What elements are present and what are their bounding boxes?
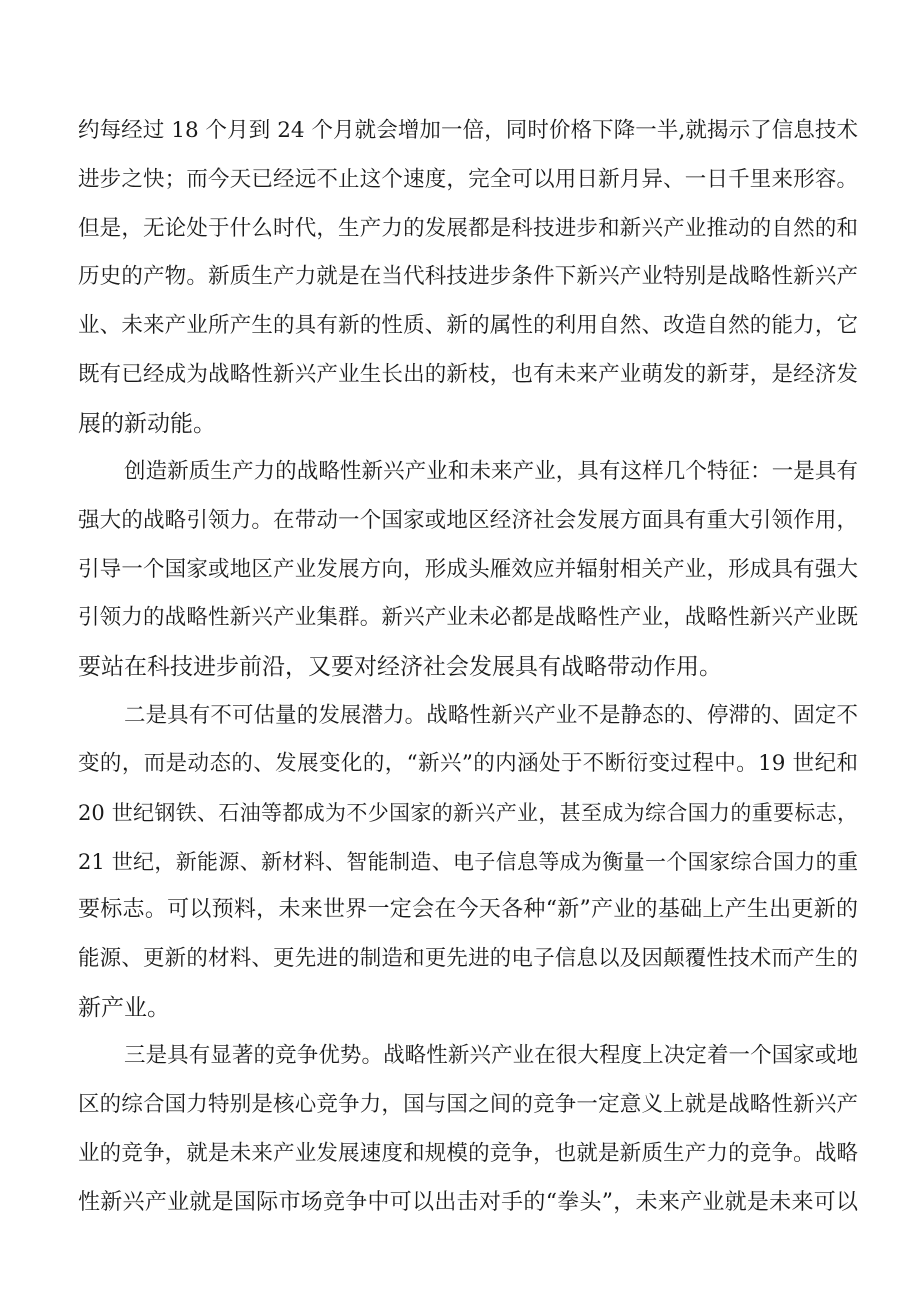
text-line: 历史的产物。新质生产力就是在当代科技进步条件下新兴产业特别是战略性新兴产 xyxy=(78,264,858,289)
text-line: 要标志。可以预料，未来世界一定会在今天各种“新”产业的基础上产生出更新的 xyxy=(78,897,858,922)
text-line: 展的新动能。 xyxy=(78,411,216,437)
text-line: 区的综合国力特别是核心竞争力，国与国之间的竞争一定意义上就是战略性新兴产 xyxy=(78,1092,858,1117)
text-line: 约每经过 18 个月到 24 个月就会增加一倍，同时价格下降一半,就揭示了信息技术 xyxy=(78,118,858,143)
paragraph-first-line: 二是具有不可估量的发展潜力。战略性新兴产业不是静态的、停滞的、固定不 xyxy=(124,703,858,728)
text-line: 能源、更新的材料、更先进的制造和更先进的电子信息以及因颠覆性技术而产生的 xyxy=(78,946,858,971)
text-line: 新产业。 xyxy=(78,995,170,1021)
text-line: 变的，而是动态的、发展变化的，“新兴”的内涵处于不断衍变过程中。19 世纪和 xyxy=(78,751,858,776)
text-line: 性新兴产业就是国际市场竞争中可以出击对手的“拳头”，未来产业就是未来可以 xyxy=(78,1190,858,1215)
text-line: 引领力的战略性新兴产业集群。新兴产业未必都是战略性产业，战略性新兴产业既 xyxy=(78,605,858,630)
paragraph-first-line: 创造新质生产力的战略性新兴产业和未来产业，具有这样几个特征：一是具有 xyxy=(124,459,858,484)
text-line: 既有已经成为战略性新兴产业生长出的新枝，也有未来产业萌发的新芽，是经济发 xyxy=(78,362,858,387)
text-line: 但是，无论处于什么时代，生产力的发展都是科技进步和新兴产业推动的自然的和 xyxy=(78,216,858,241)
text-line: 引导一个国家或地区产业发展方向，形成头雁效应并辐射相关产业，形成具有强大 xyxy=(78,557,858,582)
paragraph-first-line: 三是具有显著的竞争优势。战略性新兴产业在很大程度上决定着一个国家或地 xyxy=(124,1043,858,1068)
text-line: 进步之快；而今天已经远不止这个速度，完全可以用日新月异、一日千里来形容。 xyxy=(78,167,858,192)
text-line: 21 世纪，新能源、新材料、智能制造、电子信息等成为衡量一个国家综合国力的重 xyxy=(78,850,858,874)
text-line: 业的竞争，就是未来产业发展速度和规模的竞争，也就是新质生产力的竞争。战略 xyxy=(78,1141,858,1166)
text-line: 强大的战略引领力。在带动一个国家或地区经济社会发展方面具有重大引领作用， xyxy=(78,508,858,533)
text-line: 要站在科技进步前沿，又要对经济社会发展具有战略带动作用。 xyxy=(78,654,722,680)
text-line: 业、未来产业所产生的具有新的性质、新的属性的利用自然、改造自然的能力，它 xyxy=(78,313,858,338)
text-line: 20 世纪钢铁、石油等都成为不少国家的新兴产业，甚至成为综合国力的重要标志， xyxy=(78,801,858,825)
